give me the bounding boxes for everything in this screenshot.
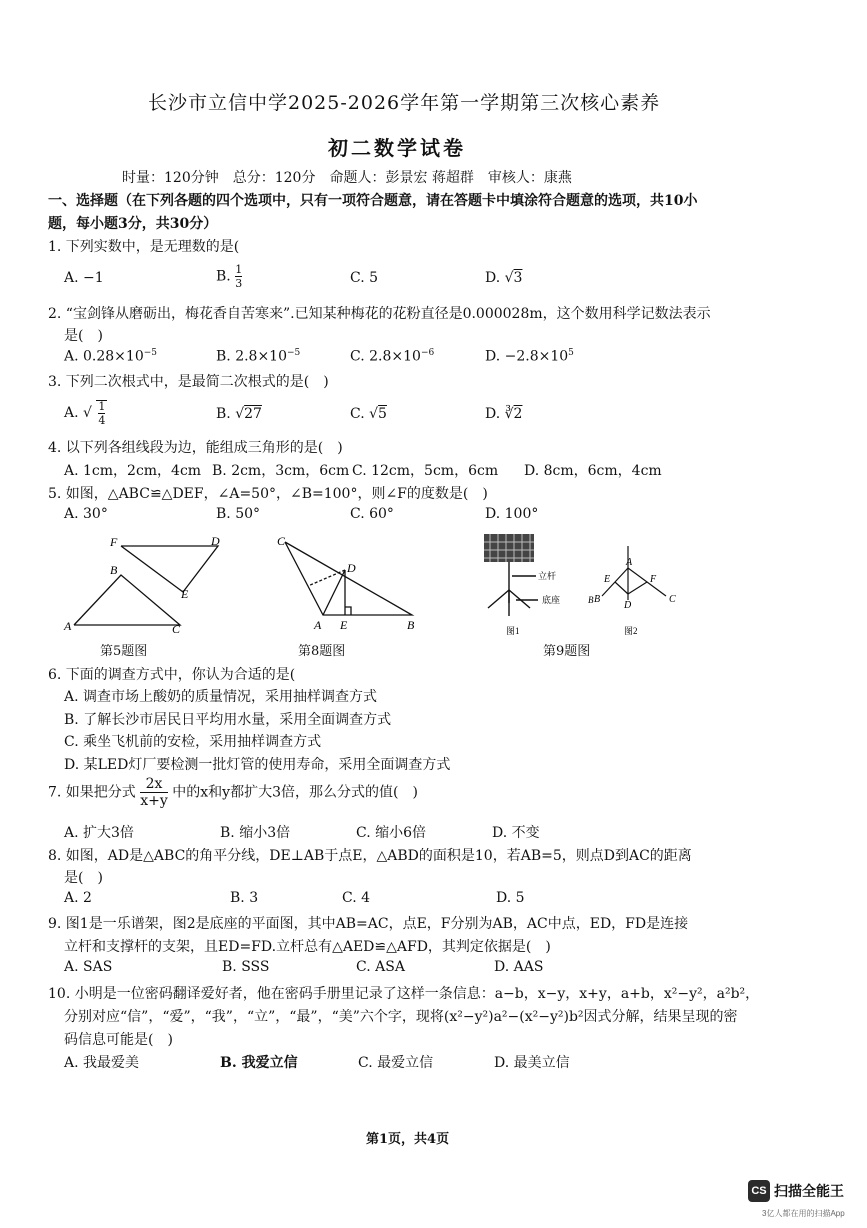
figure-8-caption: 第8题图 (298, 644, 346, 659)
question-10-option-c: C. 最爱立信 (358, 1055, 434, 1071)
question-7-option-b: B. 缩小3倍 (220, 825, 291, 841)
question-9-option-d: D. AAS (494, 959, 544, 975)
question-9-option-a: A. SAS (64, 959, 113, 975)
label-D: D (211, 534, 220, 548)
label-E: E (181, 587, 189, 601)
question-7-stem-post: 中的x和y都扩大3倍，那么分式的值( ) (172, 784, 418, 801)
label-E: E (604, 574, 611, 585)
question-4-option-a: A. 1cm，2cm，4cm (64, 463, 202, 479)
label-B: B (594, 594, 601, 605)
option-text: C. 2.8×10 (350, 348, 421, 365)
question-3-option-a (64, 400, 107, 426)
label-B-pointer: B (588, 595, 594, 605)
question-10-option-d: D. 最美立信 (494, 1055, 570, 1071)
exam-title: 初二数学试卷 (328, 136, 466, 160)
question-1-option-c: C. 5 (350, 270, 379, 286)
question-3-stem: 3. 下列二次根式中，是最简二次根式的是( ) (48, 374, 329, 390)
question-1-option-d (485, 270, 522, 286)
question-8-option-d: D. 5 (496, 890, 525, 906)
option-label: B. √ (216, 406, 245, 422)
label-C: C (277, 534, 286, 548)
question-5-stem: 5. 如图，△ABC≌△DEF，∠A=50°，∠B=100°，则∠F的度数是( ) (48, 486, 488, 502)
exam-school-title: 长沙市立信中学2025-2026学年第一学期第三次核心素养 (148, 92, 661, 114)
label-pole: 立杆 (538, 571, 557, 581)
question-8-option-b: B. 3 (230, 890, 259, 906)
option-label: D. ∛ (485, 406, 514, 422)
figure-5-caption: 第5题图 (100, 644, 148, 659)
label-E: E (340, 618, 348, 632)
section-heading-line1: 一、选择题（在下列各题的四个选项中，只有一项符合题意，请在答题卡中填涂符合题意的选项，共10小 (48, 193, 698, 209)
question-5-option-a: A. 30° (64, 506, 108, 522)
figure-9-image-1-label: 图1 (506, 626, 520, 636)
question-8-option-a: A. 2 (64, 890, 92, 906)
label-A: A (64, 619, 72, 633)
option-text: B. 2.8×10 (216, 348, 287, 365)
question-5-option-b: B. 50° (216, 506, 261, 522)
label-B: B (407, 618, 415, 632)
option-text: A. 0.28×10 (64, 348, 144, 365)
exponent: −5 (143, 348, 158, 358)
figure-9-caption: 第9题图 (543, 644, 591, 659)
question-9-stem-line2: 立杆和支撑杆的支架，且ED=FD.立杆总有△AED≌△AFD，其判定依据是( ) (64, 939, 551, 955)
label-D: D (624, 600, 632, 611)
question-5-option-c: C. 60° (350, 506, 394, 522)
fraction (96, 400, 107, 426)
numerator: 2x (145, 776, 163, 792)
exponent: −5 (287, 348, 301, 358)
denominator: x+y (140, 793, 168, 809)
exponent: −6 (420, 348, 435, 358)
denominator: 3 (235, 277, 243, 290)
question-6-option-c: C. 乘坐飞机前的安检，采用抽样调查方式 (64, 734, 322, 750)
label-B: B (110, 563, 118, 577)
exponent: 5 (568, 348, 574, 358)
question-2-option-b (216, 348, 300, 365)
fraction (235, 264, 242, 289)
question-8-stem-line1: 8. 如图，AD是△ABC的角平分线，DE⊥AB于点E，△ABD的面积是10，若AB=5，则点D到AC的距离 (48, 848, 692, 864)
question-10-stem-line1: 10. 小明是一位密码翻译爱好者，他在密码手册里记录了这样一条信息：a−b，x−y，x+y，a+b，x²−y²，a²b²， (48, 986, 760, 1002)
question-7-option-a: A. 扩大3倍 (64, 825, 134, 841)
figure-5-diagram (58, 530, 238, 635)
question-8-option-c: C. 4 (342, 890, 371, 906)
radicand: 5 (378, 406, 387, 422)
question-10-stem-line2: 分别对应“信”，“爱”，“我”，“立”，“最”，“美”六个字，现将(x²−y²)a²−(x²−y²)b²因式分解，结果呈现的密 (64, 1009, 738, 1025)
numerator: 1 (235, 263, 243, 276)
label-base: 底座 (542, 595, 561, 605)
question-2-option-a (64, 348, 157, 365)
scanner-app-name: 扫描全能王 (774, 1183, 844, 1199)
exam-meta: 时量：120分钟 总分：120分 命题人：彭景宏 蒋超群 审核人：康燕 (122, 170, 572, 186)
question-4-option-c: C. 12cm，5cm，6cm (352, 463, 499, 479)
fraction (140, 777, 168, 808)
label-F: F (110, 535, 118, 549)
question-7-option-c: C. 缩小6倍 (356, 825, 427, 841)
section-heading-line2: 题，每小题3分，共30分） (48, 216, 218, 232)
figure-8-diagram (270, 530, 430, 635)
question-4-option-d: D. 8cm，6cm，4cm (524, 463, 662, 479)
question-9-option-c: C. ASA (356, 959, 405, 975)
scanner-logo: CS (748, 1180, 770, 1202)
question-3-option-b (216, 406, 262, 422)
numerator: 1 (98, 400, 106, 413)
option-text: D. −2.8×10 (485, 348, 569, 365)
question-3-option-d (485, 406, 522, 422)
question-3-option-c (350, 406, 387, 422)
question-10-option-a: A. 我最爱美 (64, 1055, 140, 1071)
label-A: A (626, 557, 633, 568)
question-7-stem-pre: 7. 如果把分式 (48, 784, 136, 801)
question-9-option-b: B. SSS (222, 959, 270, 975)
question-2-stem-line1: 2. “宝剑锋从磨砺出，梅花香自苦寒来”.已知某种梅花的花粉直径是0.000028m，这个数用科学记数法表示 (48, 306, 711, 322)
question-7-option-d: D. 不变 (492, 825, 540, 841)
question-8-stem-line2: 是( ) (64, 870, 103, 886)
scanner-tagline: 3亿人都在用的扫描App (762, 1209, 845, 1218)
question-6-option-b: B. 了解长沙市居民日平均用水量，采用全面调查方式 (64, 712, 392, 728)
label-A: A (314, 618, 322, 632)
question-6-option-d: D. 某LED灯厂要检测一批灯管的使用寿命，采用全面调查方式 (64, 757, 451, 773)
question-7-stem (48, 777, 418, 808)
question-1-option-b (216, 264, 242, 289)
radicand: 27 (244, 406, 262, 422)
question-2-option-c (350, 348, 434, 365)
radicand: 2 (513, 406, 523, 422)
option-label: C. √ (350, 406, 379, 422)
radicand: 3 (513, 270, 523, 286)
label-C: C (669, 594, 676, 605)
question-9-stem-line1: 9. 图1是一乐谱架，图2是底座的平面图，其中AB=AC，点E，F分别为AB，AC中点，ED，FD是连接 (48, 916, 689, 932)
question-5-option-d: D. 100° (485, 506, 539, 522)
question-6-stem: 6. 下面的调查方式中，你认为合适的是( (48, 667, 296, 683)
question-2-option-d (485, 348, 574, 365)
question-2-stem-line2: 是( ) (64, 328, 103, 344)
question-10-option-b: B. 我爱立信 (220, 1055, 298, 1071)
label-F: F (650, 574, 657, 585)
label-C: C (172, 622, 181, 635)
option-label: A. √ (64, 405, 92, 421)
option-label: D. √ (485, 270, 514, 286)
figure-9-image-2-label: 图2 (624, 626, 638, 636)
denominator: 4 (98, 414, 106, 427)
page-number: 第1页，共4页 (366, 1132, 450, 1147)
question-1-option-a: A. −1 (64, 270, 104, 286)
question-6-option-a: A. 调查市场上酸奶的质量情况，采用抽样调查方式 (64, 689, 378, 705)
question-10-stem-line3: 码信息可能是( ) (64, 1032, 173, 1048)
label-D: D (347, 561, 356, 575)
question-1-stem: 1. 下列实数中，是无理数的是( (48, 239, 240, 255)
figure-9-diagram (476, 528, 696, 640)
question-4-stem: 4. 以下列各组线段为边，能组成三角形的是( ) (48, 440, 343, 456)
music-stand-image (484, 534, 538, 616)
question-4-option-b: B. 2cm，3cm，6cm (212, 463, 350, 479)
scanner-watermark (748, 1180, 858, 1220)
option-label: B. (216, 268, 231, 285)
